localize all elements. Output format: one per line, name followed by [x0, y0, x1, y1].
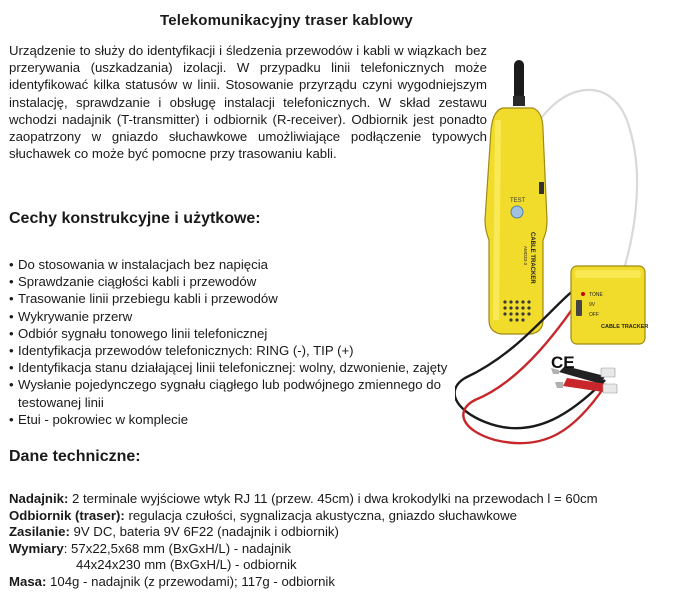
page-title: Telekomunikacyjny traser kablowy — [160, 12, 413, 29]
spec-value: 104g - nadajnik (z przewodami); 117g - odbiornik — [46, 573, 335, 589]
spec-label: Wymiary — [9, 540, 64, 556]
spec-value: : 57x22,5x68 mm (BxGxH/L) - nadajnik — [63, 540, 291, 556]
spec-value: 2 terminale wyjściowe wtyk RJ 11 (przew. 45cm) i dwa krokodylki na przewodach l = 60cm — [68, 491, 598, 506]
spec-zasilanie — [9, 524, 669, 541]
receiver-brand: CABLE TRACKER — [529, 232, 535, 284]
spec-value: regulacja czułości, sygnalizacja akustyczna, gniazdo słuchawkowe — [124, 507, 517, 523]
features-heading: Cechy konstrukcyjne i użytkowe: — [9, 210, 261, 227]
product-photo — [455, 50, 673, 470]
spec-label: Masa: — [9, 573, 47, 589]
spec-nadajnik — [9, 491, 669, 508]
feature-item: • Sprawdzanie ciągłości kabli i przewodów — [9, 273, 499, 290]
transmitter-9v: 9V — [589, 302, 596, 308]
feature-item: • Wysłanie pojedynczego sygnału ciągłego lub podwójnego zmiennego do testowanej linii — [9, 376, 499, 410]
intro-paragraph: Urządzenie to służy do identyfikacji i śledzenia przewodów i kabli w wiązkach bez przerywania (uszkadzania) izolacji. W przypadku linii telefonicznych może identyfikować kilka statusów w linii. Stosowanie przyrządu czyni wygodniejszym instalację, sprawdzanie i obsługę instalacji telefonicznych. W skład zestawu wchodzi nadajnik (T-transmitter) i odbiornik (R-receiver). Odbiornik jest ponadto zaopatrzony w gniazdo słuchawkowe umożliwiające podłączenie typowych słuchawek co może być pomocne przy trasowaniu kabli. — [9, 43, 487, 162]
ce-mark: CE — [551, 353, 575, 372]
transmitter-brand: CABLE TRACKER — [601, 324, 649, 330]
feature-item: • Identyfikacja przewodów telefonicznych: RING (-), TIP (+) — [9, 342, 499, 359]
transmitter-off: OFF — [589, 312, 599, 318]
transmitter-tone: TONE — [589, 292, 603, 298]
tech-heading: Dane techniczne: — [9, 448, 141, 465]
spec-masa — [9, 574, 669, 591]
spec-wymiary-cont — [9, 557, 669, 574]
feature-item: • Etui - pokrowiec w komplecie — [9, 411, 499, 428]
spec-value: 9V DC, bateria 9V 6F22 (nadajnik i odbiornik) — [69, 524, 339, 539]
receiver-test-label: TEST — [510, 198, 526, 204]
receiver-antenna — [513, 60, 525, 106]
receiver-body — [485, 108, 547, 334]
spec-wymiary — [9, 541, 669, 558]
spec-odbiornik — [9, 508, 669, 525]
feature-item: • Identyfikacja stanu działającej linii telefonicznej: wolny, dzwonienie, zajęty — [9, 359, 499, 376]
spec-label: Nadajnik: — [9, 491, 69, 506]
tech-specs — [9, 491, 669, 590]
feature-item: • Do stosowania w instalacjach bez napięcia — [9, 256, 499, 273]
transmitter-body — [571, 266, 648, 344]
receiver-model: AMD33-3 — [523, 246, 528, 266]
feature-item: • Wykrywanie przerw — [9, 308, 499, 325]
feature-item: • Odbiór sygnału tonowego linii telefonicznej — [9, 325, 499, 342]
spec-label: Zasilanie: — [9, 524, 70, 539]
spec-label: Odbiornik (traser): — [9, 507, 125, 523]
spec-value: 44x24x230 mm (BxGxH/L) - odbiornik — [76, 557, 297, 572]
features-list — [9, 256, 499, 428]
feature-item: • Trasowanie linii przebiegu kabli i przewodów — [9, 290, 499, 307]
